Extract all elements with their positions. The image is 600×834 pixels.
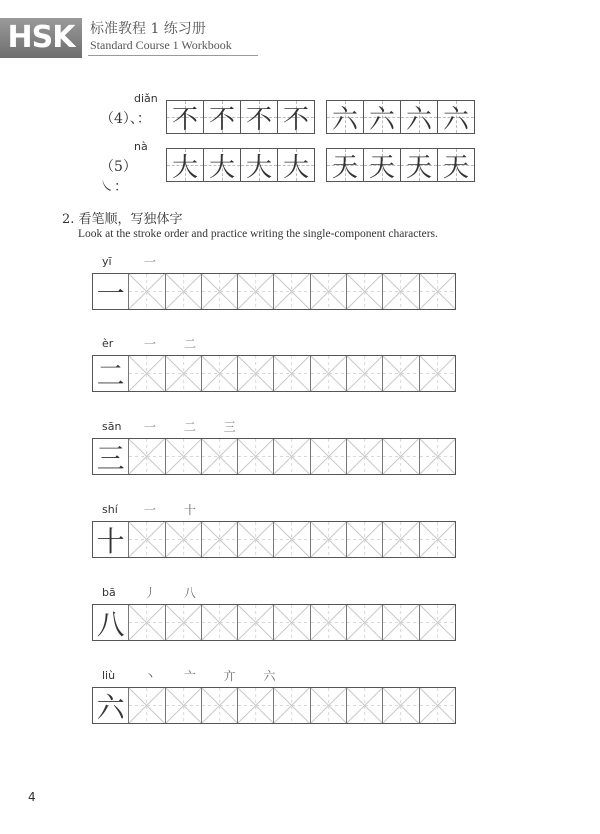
character-pinyin: bā — [102, 586, 116, 599]
stroke-box-2 — [326, 148, 475, 182]
practice-cell: 大 — [277, 149, 314, 181]
character-practice-block — [92, 586, 458, 642]
stroke-box-1 — [166, 148, 315, 182]
character-practice-block — [92, 337, 458, 393]
header-title-en: Standard Course 1 Workbook — [90, 38, 232, 52]
writing-cell[interactable] — [273, 605, 309, 640]
writing-grid — [92, 273, 456, 310]
page-number: 4 — [28, 790, 36, 804]
character-pinyin: shí — [102, 503, 118, 516]
stroke-order: 丿 八 — [144, 586, 208, 600]
stroke-pinyin: nà — [134, 140, 148, 153]
writing-cell[interactable] — [165, 439, 201, 474]
writing-grid — [92, 687, 456, 724]
writing-grid — [92, 438, 456, 475]
writing-cell[interactable] — [165, 274, 201, 309]
writing-cell[interactable] — [310, 605, 346, 640]
header-divider — [88, 55, 258, 56]
practice-cell: 六 — [363, 101, 400, 133]
practice-cell: 大 — [240, 149, 277, 181]
writing-cell[interactable] — [273, 439, 309, 474]
writing-cell[interactable] — [419, 274, 455, 309]
practice-cell: 不 — [167, 101, 203, 133]
section-subtitle: Look at the stroke order and practice writing the single-component characters. — [78, 228, 438, 240]
writing-cell[interactable] — [346, 356, 382, 391]
stroke-order: 丶 亠 亣 六 — [144, 669, 288, 683]
writing-cell[interactable] — [419, 439, 455, 474]
writing-cell[interactable] — [382, 605, 418, 640]
practice-cell: 天 — [437, 149, 474, 181]
model-character-cell: 八 — [96, 607, 125, 640]
writing-cell[interactable] — [419, 688, 455, 723]
practice-cell: 天 — [327, 149, 363, 181]
hsk-badge: HSK — [0, 18, 82, 58]
writing-cell[interactable] — [201, 688, 237, 723]
practice-cell: 不 — [240, 101, 277, 133]
writing-cell[interactable] — [237, 356, 273, 391]
writing-cell[interactable] — [273, 274, 309, 309]
writing-cell[interactable] — [382, 522, 418, 557]
stroke-label: （5）㇏： — [100, 159, 137, 195]
stroke-label: （4）、： — [100, 111, 151, 127]
writing-cell[interactable] — [310, 356, 346, 391]
page-header — [0, 0, 600, 60]
stroke-box-1 — [166, 100, 315, 134]
writing-cell[interactable] — [346, 522, 382, 557]
stroke-order: 一 十 — [144, 503, 208, 517]
writing-cell[interactable] — [346, 439, 382, 474]
writing-cell[interactable] — [273, 688, 309, 723]
practice-cell: 大 — [167, 149, 203, 181]
writing-cell[interactable] — [128, 605, 164, 640]
writing-cell[interactable] — [165, 522, 201, 557]
writing-cell[interactable] — [382, 439, 418, 474]
writing-cell[interactable] — [165, 356, 201, 391]
character-pinyin: yī — [102, 255, 112, 268]
model-character-cell: 十 — [96, 524, 125, 557]
header-title-cn: 标准教程 1 练习册 — [90, 21, 206, 37]
character-pinyin: èr — [102, 337, 114, 350]
writing-cell[interactable] — [273, 356, 309, 391]
writing-cell[interactable] — [128, 522, 164, 557]
model-character-cell: 二 — [96, 358, 125, 391]
writing-cell[interactable] — [201, 439, 237, 474]
writing-grid — [92, 355, 456, 392]
writing-cell[interactable] — [165, 688, 201, 723]
practice-cell: 大 — [203, 149, 240, 181]
writing-grid — [92, 521, 456, 558]
writing-cell[interactable] — [310, 274, 346, 309]
character-pinyin: liù — [102, 669, 116, 682]
writing-cell[interactable] — [419, 356, 455, 391]
writing-grid — [92, 604, 456, 641]
writing-cell[interactable] — [419, 522, 455, 557]
practice-cell: 六 — [327, 101, 363, 133]
writing-cell[interactable] — [201, 274, 237, 309]
practice-cell: 天 — [400, 149, 437, 181]
stroke-order: 一 二 — [144, 337, 208, 351]
writing-cell[interactable] — [201, 605, 237, 640]
model-character-cell: 一 — [96, 276, 125, 309]
writing-cell[interactable] — [237, 274, 273, 309]
practice-cell: 六 — [400, 101, 437, 133]
character-practice-block — [92, 503, 458, 559]
character-practice-block — [92, 420, 458, 476]
writing-cell[interactable] — [346, 605, 382, 640]
writing-cell[interactable] — [201, 522, 237, 557]
writing-cell[interactable] — [346, 688, 382, 723]
stroke-order: 一 二 三 — [144, 420, 248, 434]
writing-cell[interactable] — [165, 605, 201, 640]
stroke-pinyin: diǎn — [134, 92, 158, 105]
writing-cell[interactable] — [310, 688, 346, 723]
writing-cell[interactable] — [382, 356, 418, 391]
practice-cell: 不 — [277, 101, 314, 133]
writing-cell[interactable] — [310, 439, 346, 474]
stroke-box-2 — [326, 100, 475, 134]
character-pinyin: sān — [102, 420, 122, 433]
writing-cell[interactable] — [419, 605, 455, 640]
writing-cell[interactable] — [382, 274, 418, 309]
writing-cell[interactable] — [346, 274, 382, 309]
writing-cell[interactable] — [128, 688, 164, 723]
practice-cell: 天 — [363, 149, 400, 181]
character-practice-block — [92, 669, 458, 725]
writing-cell[interactable] — [237, 439, 273, 474]
model-character-cell: 三 — [96, 441, 125, 474]
model-character-cell: 六 — [96, 690, 125, 723]
writing-cell[interactable] — [382, 688, 418, 723]
practice-cell: 不 — [203, 101, 240, 133]
writing-cell[interactable] — [128, 356, 164, 391]
stroke-order: 一 — [144, 255, 169, 269]
writing-cell[interactable] — [273, 522, 309, 557]
writing-cell[interactable] — [237, 522, 273, 557]
writing-cell[interactable] — [201, 356, 237, 391]
writing-cell[interactable] — [237, 688, 273, 723]
writing-cell[interactable] — [128, 274, 164, 309]
practice-cell: 六 — [437, 101, 474, 133]
writing-cell[interactable] — [310, 522, 346, 557]
section-title: 2. 看笔顺，写独体字 — [62, 212, 183, 227]
character-practice-block — [92, 255, 458, 311]
writing-cell[interactable] — [237, 605, 273, 640]
writing-cell[interactable] — [128, 439, 164, 474]
